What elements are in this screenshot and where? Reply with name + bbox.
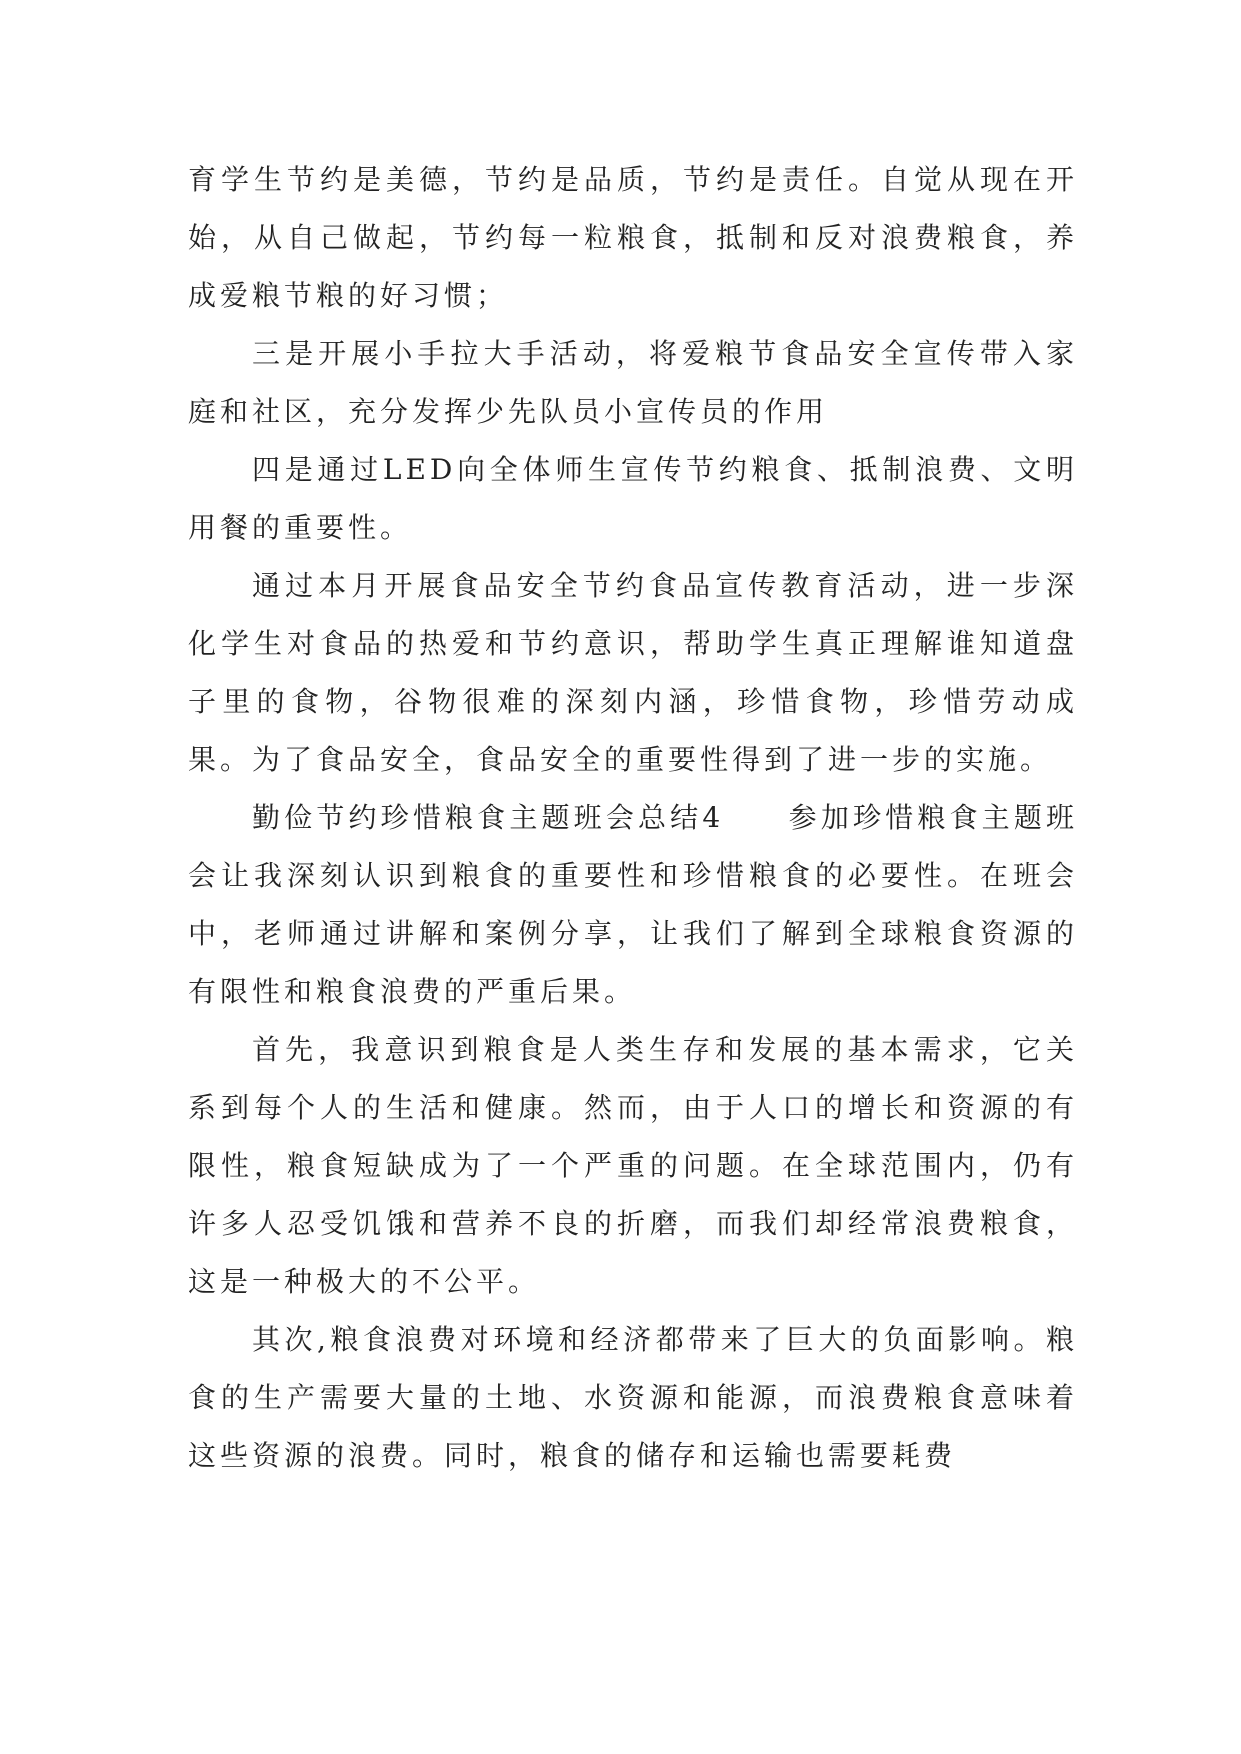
paragraph-3: 四是通过LED向全体师生宣传节约粮食、抵制浪费、文明用餐的重要性。 [188, 453, 1078, 544]
document-body [188, 151, 1078, 1485]
paragraph-2: 三是开展小手拉大手活动，将爱粮节食品安全宣传带入家庭和社区，充分发挥少先队员小宣传员的作用 [188, 337, 1078, 428]
paragraph-7: 其次,粮食浪费对环境和经济都带来了巨大的负面影响。粮食的生产需要大量的土地、水资源和能源，而浪费粮食意味着这些资源的浪费。同时，粮食的储存和运输也需要耗费 [188, 1323, 1078, 1472]
paragraph-6: 首先，我意识到粮食是人类生存和发展的基本需求，它关系到每个人的生活和健康。然而，由于人口的增长和资源的有限性，粮食短缺成为了一个严重的问题。在全球范围内，仍有许多人忍受饥饿和营养不良的折磨，而我们却经常浪费粮食，这是一种极大的不公平。 [188, 1033, 1078, 1298]
paragraph-5: 勤俭节约珍惜粮食主题班会总结4 参加珍惜粮食主题班会让我深刻认识到粮食的重要性和珍惜粮食的必要性。在班会中，老师通过讲解和案例分享，让我们了解到全球粮食资源的有限性和粮食浪费的严重后果。 [188, 801, 1078, 1008]
paragraph-1: 育学生节约是美德，节约是品质，节约是责任。自觉从现在开始，从自己做起，节约每一粒粮食，抵制和反对浪费粮食，养成爱粮节粮的好习惯； [188, 163, 1078, 312]
paragraph-4: 通过本月开展食品安全节约食品宣传教育活动，进一步深化学生对食品的热爱和节约意识，帮助学生真正理解谁知道盘子里的食物，谷物很难的深刻内涵，珍惜食物，珍惜劳动成果。为了食品安全，食品安全的重要性得到了进一步的实施。 [188, 569, 1078, 776]
